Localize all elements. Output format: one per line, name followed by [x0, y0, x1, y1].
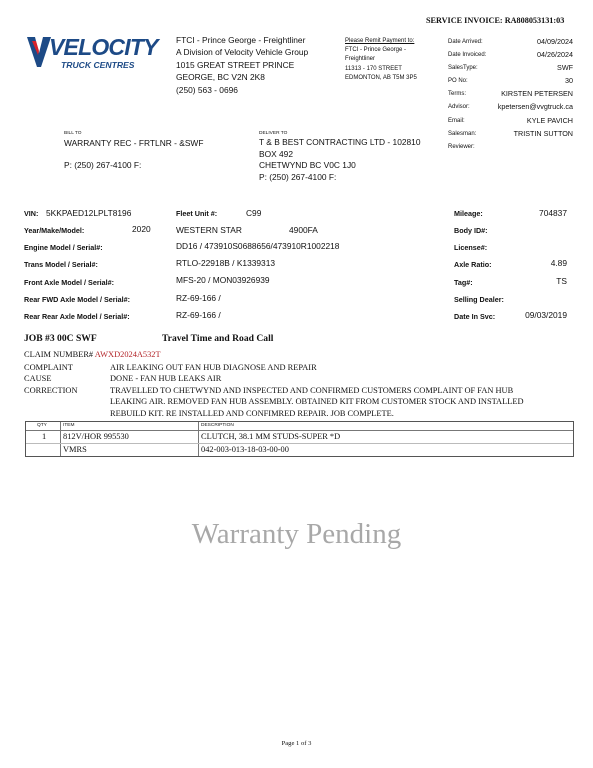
table-row-divider: [26, 443, 573, 444]
salesman-label: Salesman:: [448, 130, 477, 137]
axle-ratio-label: Axle Ratio:: [454, 260, 492, 269]
sales-type-label: SalesType:: [448, 65, 478, 72]
bill-to-name: WARRANTY REC - FRTLNR - &SWF: [64, 138, 204, 148]
complaint-label: COMPLAINT: [24, 363, 73, 372]
invoice-title-label: SERVICE INVOICE:: [426, 16, 503, 25]
bill-to-label: BILL TO: [64, 131, 82, 136]
job-header: JOB #3 00C SWF: [24, 333, 97, 344]
advisor-email: kpetersen@vvgtruck.ca: [497, 102, 573, 112]
claim-number-line: [24, 350, 161, 359]
body-id-label: Body ID#:: [454, 226, 488, 235]
bill-to-phone: P: (250) 267-4100 F:: [64, 160, 142, 170]
engine-value: DD16 / 473910S0688656/473910R1002218: [176, 241, 340, 251]
fleet-value: C99: [246, 208, 262, 218]
table-column-divider: [60, 422, 61, 456]
advisor: KIRSTEN PETERSEN: [501, 89, 573, 99]
po-label: PO No:: [448, 78, 468, 85]
front-axle-value: MFS-20 / MON03926939: [176, 275, 270, 285]
vendor-line-3: 1015 GREAT STREET PRINCE: [176, 59, 295, 70]
vendor-address: [176, 34, 308, 96]
make-value: WESTERN STAR: [176, 225, 242, 235]
rear-fwd-axle-value: RZ-69-166 /: [176, 293, 221, 303]
trans-label: Trans Model / Serial#:: [24, 260, 98, 269]
row-1-description: CLUTCH, 38.1 MM STUDS-SUPER *D: [201, 432, 341, 441]
selling-dealer-label: Selling Dealer:: [454, 295, 504, 304]
row-1-item: 812V/HOR 995530: [63, 432, 129, 441]
correction-text-2: LEAKING AIR. REMOVED FAN HUB ASSEMBLY. OBTAINED KIT FROM CUSTOMER STOCK AND INSTALLED: [110, 397, 524, 407]
table-column-divider: [198, 422, 199, 456]
date-arrived-label: Date Arrived:: [448, 39, 483, 45]
logo-v-mark-icon: [27, 37, 51, 67]
sales-type: SWF: [557, 63, 573, 73]
terms-label: Terms:: [448, 91, 466, 98]
date-invoiced-label: Date Invoiced:: [448, 52, 487, 59]
deliver-to-phone: P: (250) 267-4100 F:: [259, 171, 337, 182]
parts-table: [25, 421, 574, 457]
mileage-label: Mileage:: [454, 209, 483, 218]
vin-value: 5KKPAED12LPLT8196: [46, 208, 132, 218]
remit-line-2: Freightliner: [345, 56, 376, 63]
mileage-value: 704837: [539, 208, 567, 218]
item-header: ITEM: [63, 423, 75, 428]
rear-fwd-axle-label: Rear FWD Axle Model / Serial#:: [24, 295, 130, 304]
rear-rear-axle-value: RZ-69-166 /: [176, 310, 221, 320]
remit-address: [345, 37, 417, 83]
table-row-divider: [26, 430, 573, 431]
story-values: [110, 362, 524, 419]
reviewer-label: Reviewer:: [448, 143, 475, 150]
meta-values: [460, 35, 573, 140]
row-2-item: VMRS: [63, 445, 87, 454]
vin-label: VIN:: [24, 209, 39, 218]
invoice-title: [426, 16, 564, 25]
remit-line-1: FTCI - Prince George -: [345, 47, 407, 54]
salesman: KYLE PAVICH: [526, 115, 573, 125]
deliver-to-address: [259, 137, 421, 183]
terms: 30: [565, 76, 573, 86]
vendor-phone: (250) 563 - 0696: [176, 84, 238, 95]
remit-label: Please Remit Payment to:: [345, 38, 415, 44]
row-2-description: 042-003-013-18-03-00-00: [201, 445, 289, 454]
qty-header: QTY: [37, 423, 47, 428]
cause-label: CAUSE: [24, 374, 52, 384]
year-value: 2020: [132, 224, 151, 234]
correction-label: CORRECTION: [24, 385, 78, 395]
rear-rear-axle-label: Rear Rear Axle Model / Serial#:: [24, 312, 130, 321]
velocity-logo: [27, 34, 175, 83]
cause-text: DONE - FAN HUB LEAKS AIR: [110, 374, 222, 384]
logo-name: VELOCITY: [49, 34, 158, 60]
engine-label: Engine Model / Serial#:: [24, 243, 103, 252]
trans-value: RTLO-22918B / K1339313: [176, 258, 276, 268]
model-value: 4900FA: [289, 225, 318, 235]
front-axle-label: Front Axle Model / Serial#:: [24, 278, 114, 287]
vendor-line-2: A Division of Velocity Vehicle Group: [176, 47, 309, 58]
claim-number-label: CLAIM NUMBER#: [24, 350, 94, 359]
fleet-label: Fleet Unit #:: [176, 209, 218, 218]
correction-text-3: REBUILD KIT. RE INSTALLED AND CONFIMRED REPAIR. JOB COMPLETE.: [110, 408, 394, 418]
advisor-label: Advisor:: [448, 104, 470, 111]
description-header: DESCRIPTION: [201, 423, 234, 428]
email-label: Email:: [448, 117, 465, 124]
correction-text-1: TRAVELLED TO CHETWYND AND INSPECTED AND CONFIRMED CUSTOMERS COMPLAINT OF FAN HUB: [110, 385, 514, 395]
tag-label: Tag#:: [454, 278, 473, 287]
warranty-pending-watermark: Warranty Pending: [191, 518, 402, 550]
tag-value: TS: [556, 276, 567, 286]
deliver-to-line-2: BOX 492: [259, 148, 293, 159]
invoice-number: RA808053131:03: [504, 16, 565, 25]
vendor-line-4: GEORGE, BC V2N 2K8: [176, 72, 265, 83]
story-labels: [24, 362, 78, 396]
claim-number: AWXD2024A532T: [94, 350, 161, 359]
in-svc-value: 09/03/2019: [525, 310, 567, 320]
job-title: Travel Time and Road Call: [162, 333, 274, 344]
deliver-to-line-3: CHETWYND BC V0C 1J0: [259, 160, 356, 170]
deliver-to-line-1: T & B BEST CONTRACTING LTD - 102810: [259, 137, 421, 147]
page-number: Page 1 of 3: [281, 740, 312, 747]
date-invoiced: 04/26/2024: [537, 50, 573, 60]
axle-ratio-value: 4.89: [550, 258, 567, 268]
reviewer: TRISTIN SUTTON: [513, 128, 573, 138]
in-svc-label: Date In Svc:: [454, 312, 496, 321]
complaint-text: AIR LEAKING OUT FAN HUB DIAGNOSE AND REPAIR: [110, 363, 317, 372]
ymm-label: Year/Make/Model:: [24, 226, 85, 235]
vendor-line-1: FTCI - Prince George - Freightliner: [176, 35, 306, 45]
remit-line-4: EDMONTON, AB T5M 3P5: [345, 74, 417, 81]
remit-line-3: 11313 - 170 STREET: [345, 65, 402, 72]
date-arrived: 04/09/2024: [537, 37, 573, 46]
license-label: License#:: [454, 243, 488, 252]
logo-subtitle: TRUCK CENTRES: [61, 60, 135, 70]
deliver-to-label: DELIVER TO: [259, 131, 288, 136]
row-1-qty: 1: [42, 432, 47, 441]
